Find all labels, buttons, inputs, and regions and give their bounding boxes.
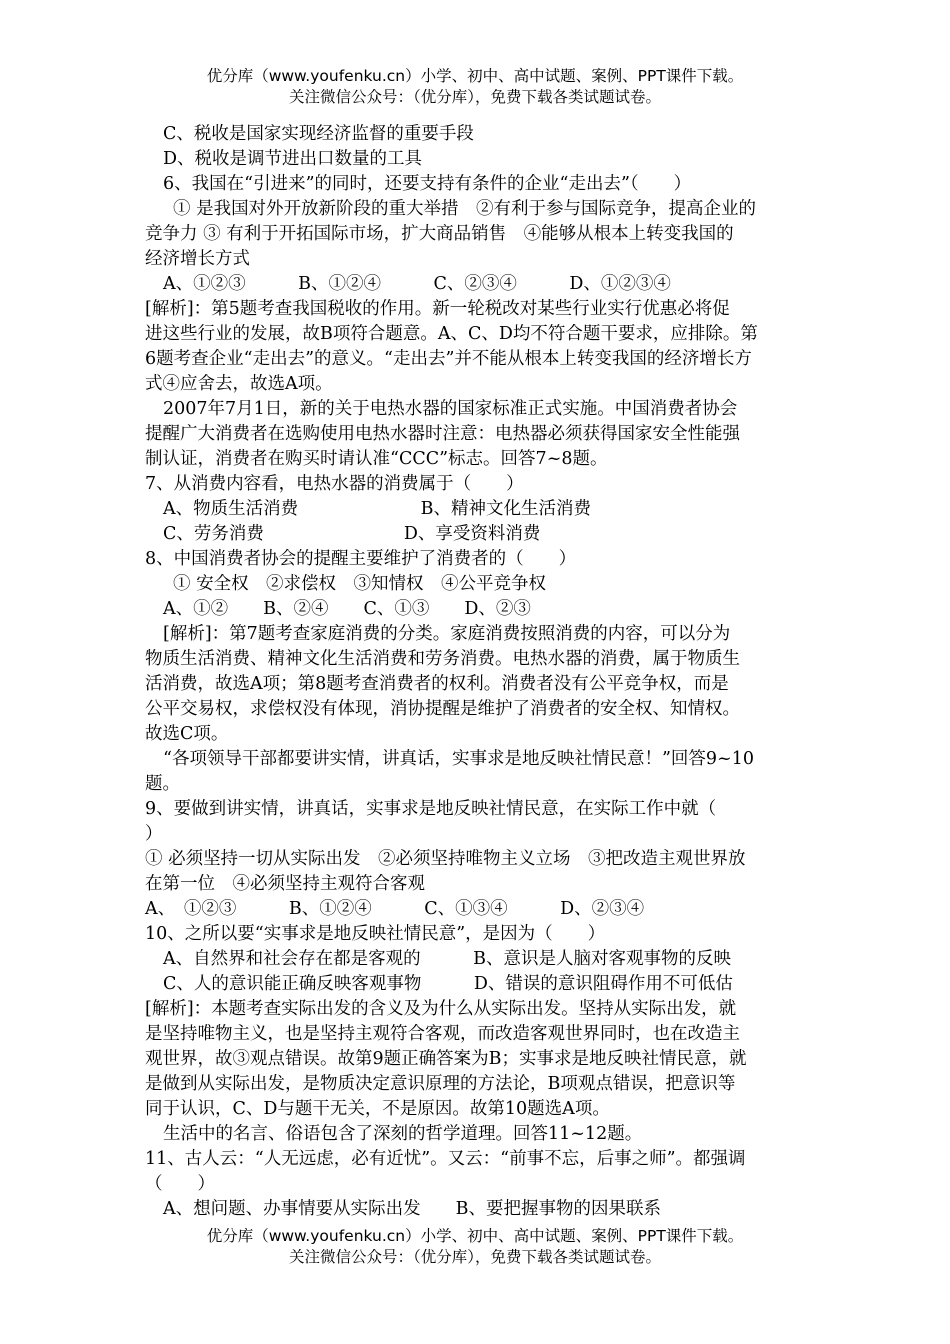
text-line: D、税收是调节进出口数量的工具 [163, 149, 423, 169]
question-8: 8、中国消费者协会的提醒主要维护了消费者的（ ） [145, 549, 577, 569]
material-text: 生活中的名言、俗语包含了深刻的哲学道理。回答11~12题。 [163, 1124, 643, 1144]
answer-options: A、物质生活消费 B、精神文化生活消费 [163, 499, 591, 519]
text-line: （ ） [145, 1174, 215, 1194]
text-line: 同于认识，C、D与题干无关，不是原因。故第10题选A项。 [145, 1099, 610, 1119]
text-line: ① 安全权 ②求偿权 ③知情权 ④公平竞争权 [173, 574, 547, 594]
answer-options: C、人的意识能正确反映客观事物 D、错误的意识阻碍作用不可低估 [163, 974, 733, 994]
answer-options: A、①②③ B、①②④ C、②③④ D、①②③④ [163, 274, 671, 294]
text-line: 竞争力 ③ 有利于开拓国际市场，扩大商品销售 ④能够从根本上转变我国的 [145, 224, 734, 244]
text-line: 故选C项。 [145, 724, 229, 744]
material-text: 2007年7月1日，新的关于电热水器的国家标准正式实施。中国消费者协会 [163, 399, 738, 419]
analysis-text: [解析]：本题考查实际出发的含义及为什么从实际出发。坚持从实际出发，就 [145, 999, 737, 1019]
material-text: “各项领导干部都要讲实情，讲真话，实事求是地反映社情民意！”回答9~10 [163, 749, 754, 769]
answer-options: A、想问题、办事情要从实际出发 B、要把握事物的因果联系 [163, 1199, 661, 1219]
question-6: 6、我国在“引进来”的同时，还要支持有条件的企业“走出去”（ ） [163, 174, 692, 194]
page-footer [0, 1226, 950, 1268]
text-line: 经济增长方式 [145, 249, 250, 269]
text-line: 题。 [145, 774, 180, 794]
header-line-1: 优分库（www.youfenku.cn）小学、初中、高中试题、案例、PPT课件下载。 [206, 67, 744, 85]
question-11: 11、古人云：“人无远虑，必有近忧”。又云：“前事不忘，后事之师”。都强调 [145, 1149, 746, 1169]
answer-options: A、自然界和社会存在都是客观的 B、意识是人脑对客观事物的反映 [163, 949, 731, 969]
page-header [0, 66, 950, 108]
text-line: 制认证，消费者在购买时请认准“CCC”标志。回答7~8题。 [145, 449, 608, 469]
text-line: 物质生活消费、精神文化生活消费和劳务消费。电热水器的消费，属于物质生 [145, 649, 740, 669]
text-line: ） [145, 824, 163, 844]
header-line-2: 关注微信公众号：（优分库），免费下载各类试题试卷。 [288, 88, 661, 106]
answer-options: C、劳务消费 D、享受资料消费 [163, 524, 541, 544]
text-line: 6题考查企业“走出去”的意义。“走出去”并不能从根本上转变我国的经济增长方 [145, 349, 752, 369]
analysis-text: [解析]：第7题考查家庭消费的分类。家庭消费按照消费的内容，可以分为 [163, 624, 731, 644]
text-line: 公平交易权，求偿权没有体现，消协提醒是维护了消费者的安全权、知情权。 [145, 699, 740, 719]
document-body [145, 122, 815, 1222]
text-line: 是坚持唯物主义，也是坚持主观符合客观，而改造客观世界同时，也在改造主 [145, 1024, 740, 1044]
text-line: 是做到从实际出发，是物质决定意识原理的方法论，B项观点错误，把意识等 [145, 1074, 736, 1094]
text-line: 提醒广大消费者在选购使用电热水器时注意：电热器必须获得国家安全性能强 [145, 424, 740, 444]
text-line: 进这些行业的发展，故B项符合题意。A、C、D均不符合题干要求，应排除。第 [145, 324, 758, 344]
analysis-text: [解析]：第5题考查我国税收的作用。新一轮税改对某些行业实行优惠必将促 [145, 299, 730, 319]
question-10: 10、之所以要“实事求是地反映社情民意”，是因为（ ） [145, 924, 606, 944]
text-line: ① 必须坚持一切从实际出发 ②必须坚持唯物主义立场 ③把改造主观世界放 [145, 849, 746, 869]
answer-options: A、①② B、②④ C、①③ D、②③ [163, 599, 531, 619]
footer-line-2: 关注微信公众号：（优分库），免费下载各类试题试卷。 [288, 1248, 661, 1266]
text-line: 观世界，故③观点错误。故第9题正确答案为B；实事求是地反映社情民意，就 [145, 1049, 747, 1069]
answer-options: A、 ①②③ B、①②④ C、①③④ D、②③④ [145, 899, 645, 919]
text-line: 在第一位 ④必须坚持主观符合客观 [145, 874, 425, 894]
text-line: 式④应舍去，故选A项。 [145, 374, 333, 394]
question-9: 9、要做到讲实情，讲真话，实事求是地反映社情民意，在实际工作中就（ [145, 799, 717, 819]
text-line: 活消费，故选A项；第8题考查消费者的权利。消费者没有公平竞争权，而是 [145, 674, 729, 694]
text-line: ① 是我国对外开放新阶段的重大举措 ②有利于参与国际竞争，提高企业的 [173, 199, 757, 219]
text-line: C、税收是国家实现经济监督的重要手段 [163, 124, 474, 144]
question-7: 7、从消费内容看，电热水器的消费属于（ ） [145, 474, 524, 494]
footer-line-1: 优分库（www.youfenku.cn）小学、初中、高中试题、案例、PPT课件下载。 [206, 1227, 744, 1245]
